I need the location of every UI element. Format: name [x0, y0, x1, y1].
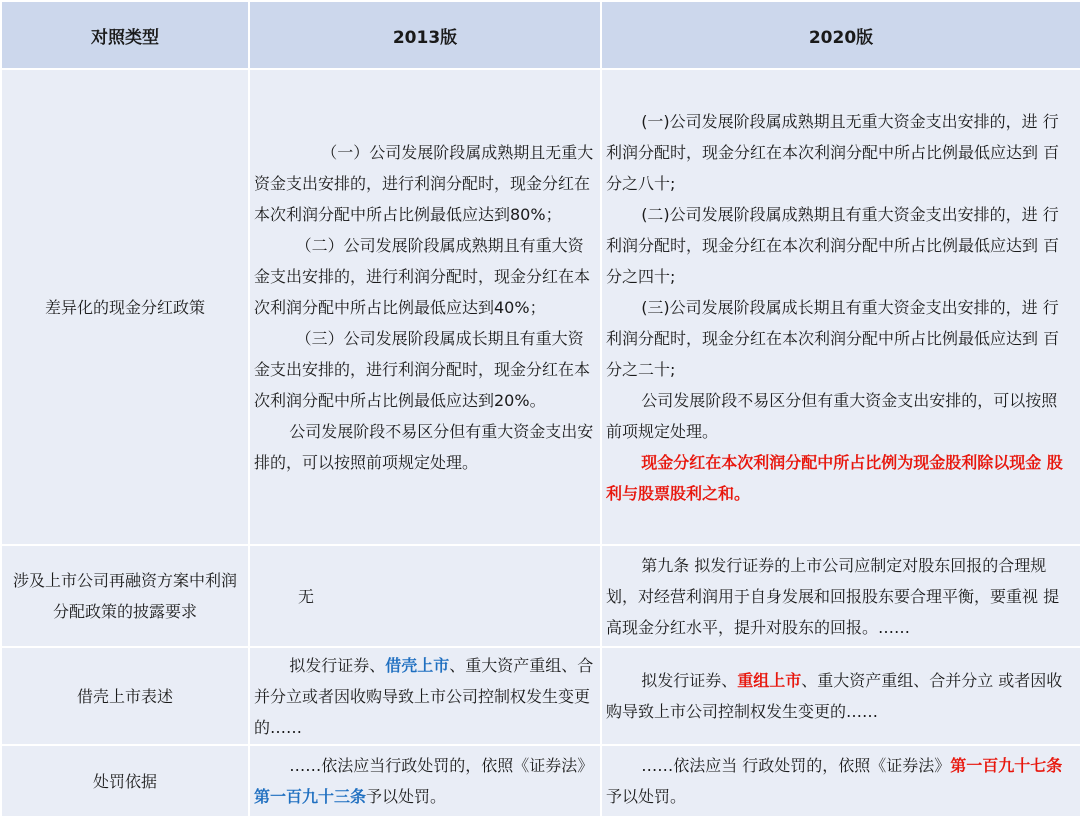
cell-2020: [601, 69, 1080, 545]
cell-2013: [249, 69, 601, 545]
paragraph: (二)公司发展阶段属成熟期且有重大资金支出安排的，进 行利润分配时，现金分红在本次利润分配中所占比例最低应达到 百分之四十;: [606, 204, 1060, 286]
text: 、重大资产重组、合并分立或者因收购导致上市公司控制权发生变更的……: [254, 655, 594, 737]
row-type: 处罚依据: [1, 745, 249, 817]
table-row: [1, 545, 1080, 647]
table-row: [1, 745, 1080, 817]
text: ……依法应当 行政处罚的，依照《证券法》: [641, 756, 951, 775]
text: ……依法应当行政处罚的，依照《证券法》: [289, 756, 594, 775]
paragraph: （二）公司发展阶段属成熟期且有重大资金支出安排的，进行利润分配时，现金分红在本次利润分配中所占比例最低应达到40%；: [254, 235, 591, 317]
text: 、重大资产重组、合并分立 或者因收购导致上市公司控制权发生变更的……: [606, 671, 1063, 721]
highlight-term: 重组上市: [737, 671, 802, 690]
paragraph: 公司发展阶段不易区分但有重大资金支出安排的，可以按照前项规定处理。: [254, 421, 594, 472]
row-type: 涉及上市公司再融资方案中利润分配政策的披露要求: [1, 545, 249, 647]
text: 拟发行证券、: [641, 671, 738, 690]
cell-2013: [249, 545, 601, 647]
highlight-term: 第一百九十七条: [950, 756, 1063, 775]
paragraph: （一）公司发展阶段属成熟期且无重大资金支出安排的，进行利润分配时，现金分红在本次利润分配中所占比例最低应达到80%；: [254, 142, 594, 224]
table-row: [1, 69, 1080, 545]
paragraph: （三）公司发展阶段属成长期且有重大资金支出安排的，进行利润分配时，现金分红在本次利润分配中所占比例最低应达到20%。: [254, 328, 591, 410]
header-row: [1, 1, 1080, 69]
cell-2013: [249, 647, 601, 745]
text: 予以处罚。: [366, 787, 447, 806]
paragraph: (三)公司发展阶段属成长期且有重大资金支出安排的，进 行利润分配时，现金分红在本次利润分配中所占比例最低应达到 百分之二十;: [606, 297, 1060, 379]
text: 予以处罚。: [606, 787, 687, 806]
paragraph: 无: [298, 586, 315, 606]
paragraph: [254, 750, 594, 812]
paragraph: [606, 665, 1074, 727]
text: 拟发行证券、: [289, 655, 386, 675]
highlight-term: 借壳上市: [385, 655, 450, 675]
header-2013: 2013版: [249, 1, 601, 69]
paragraph: (一)公司发展阶段属成熟期且无重大资金支出安排的，进 行利润分配时，现金分红在本次利润分配中所占比例最低应达到 百分之八十;: [606, 111, 1060, 193]
paragraph: 第九条 拟发行证券的上市公司应制定对股东回报的合理规划，对经营利润用于自身发展和回报股东要合理平衡，要重视 提高现金分红水平，提升对股东的回报。……: [606, 555, 1060, 637]
cell-2020: [601, 545, 1080, 647]
header-type: 对照类型: [1, 1, 249, 69]
row-type: 差异化的现金分红政策: [1, 69, 249, 545]
paragraph: [606, 750, 1074, 812]
row-type: 借壳上市表述: [1, 647, 249, 745]
paragraph: 公司发展阶段不易区分但有重大资金支出安排的，可以按照 前项规定处理。: [606, 390, 1058, 441]
cell-2013: [249, 745, 601, 817]
table-row: [1, 647, 1080, 745]
cell-2020: [601, 745, 1080, 817]
paragraph: [254, 650, 594, 743]
header-2020: 2020版: [601, 1, 1080, 69]
cell-2020: [601, 647, 1080, 745]
highlight-term: 第一百九十三条: [254, 787, 367, 806]
highlighted-paragraph: 现金分红在本次利润分配中所占比例为现金股利除以现金 股利与股票股利之和。: [606, 452, 1063, 503]
